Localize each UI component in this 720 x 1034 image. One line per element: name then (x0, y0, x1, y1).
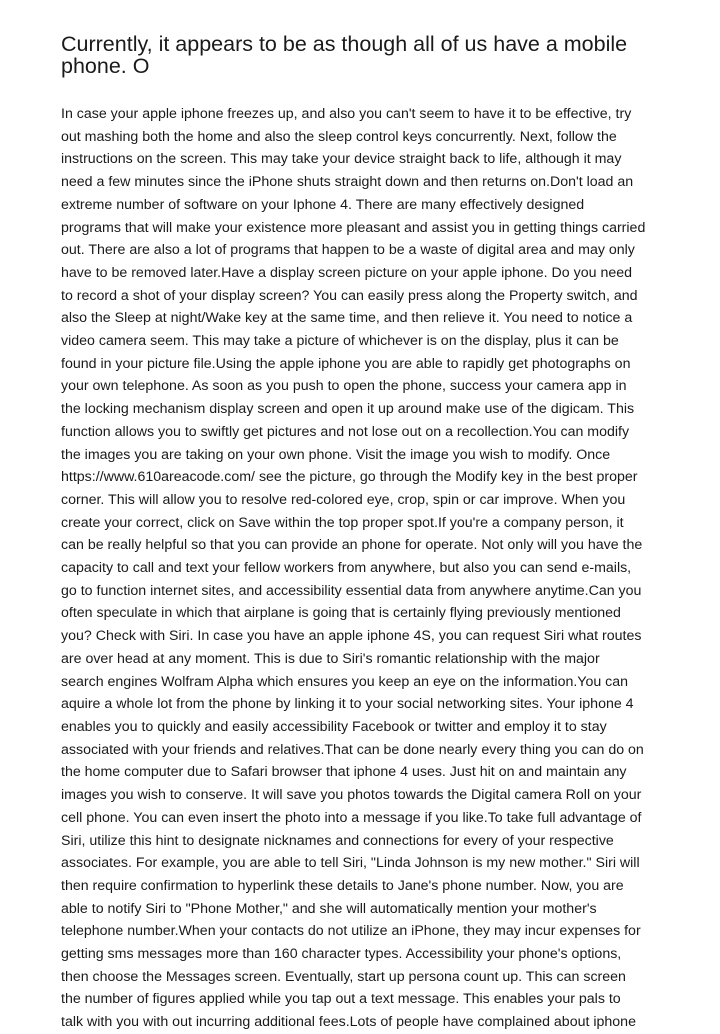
body-text-line: to record a shot of your display screen? You can easily press along the Property switch, and (61, 287, 638, 304)
body-text-line: can be really helpful so that you can provide an phone for operate. Not only will you have the (61, 537, 643, 554)
body-text-line: also the Sleep at night/Wake key at the same time, and then relieve it. You need to notice a (61, 310, 633, 327)
body-text-line: extreme number of software on your Iphone 4. There are many effectively designed (61, 196, 585, 213)
body-text-line: telephone number.When your contacts do not utilize an iPhone, they may incur expenses for (61, 923, 641, 940)
body-text-line: often speculate in which that airplane is going that is certainly flying previously mentioned (61, 605, 621, 622)
body-text-line: talk with you with out incurring additional fees.Lots of people have complained about iphone (61, 1014, 636, 1031)
body-text-line: https://www.610areacode.com/ see the picture, go through the Modify key in the best proper (61, 469, 638, 486)
body-text-line: your own telephone. As soon as you push to open the phone, success your camera app in (61, 378, 627, 395)
body-text-line: aquire a whole lot from the phone by linking it to your social networking sites. Your iphone 4 (61, 696, 634, 713)
body-text-line: images you wish to conserve. It will save you photos towards the Digital camera Roll on your (61, 787, 642, 804)
body-text-line: Siri, utilize this hint to designate nicknames and connections for every of your respective (61, 832, 614, 849)
body-text-line: the locking mechanism display screen and open it up around make use of the digicam. This (61, 401, 635, 418)
body-text-line: you? Check with Siri. In case you have an apple iphone 4S, you can request Siri what routes (61, 628, 642, 645)
body-text-line: the number of figures applied while you tap out a text message. This enables your pals to (61, 991, 621, 1008)
body-text-line: In case your apple iphone freezes up, and also you can't seem to have it to be effective, try (61, 106, 632, 122)
document-body (61, 103, 671, 1034)
body-text-line: out mashing both the home and also the sleep control keys concurrently. Next, follow the (61, 128, 617, 145)
body-text-line: capacity to call and text your fellow workers from anywhere, but also you can send e-mails, (61, 560, 632, 577)
body-text-line: have to be removed later.Have a display screen picture on your apple iphone. Do you need (61, 264, 633, 281)
body-text-line: search engines Wolfram Alpha which ensures you keep an eye on the information.You can (61, 673, 629, 690)
body-text-line: programs that will make your existence more pleasant and assist you in getting things carried (61, 219, 646, 236)
body-text-line: need a few minutes since the iPhone shuts straight down and then returns on.Don't load an (61, 174, 634, 191)
body-text-line: associated with your friends and relatives.That can be done nearly every thing you can do on (61, 741, 644, 758)
body-text-line: able to notify Siri to "Phone Mother," and she will automatically mention your mother's (61, 900, 597, 917)
body-text-line: corner. This will allow you to resolve red-colored eye, crop, spin or car improve. When you (61, 491, 626, 508)
body-text-line: out. There are also a lot of programs that happen to be a waste of digital area and may only (61, 242, 635, 259)
body-text-line: create your correct, click on Save within the top proper spot.If you're a company person, it (61, 514, 624, 531)
body-text-line: then choose the Messages screen. Eventually, start up persona count up. This can screen (61, 968, 626, 985)
body-text-line: video camera seem. This may take a picture of whichever is on the display, plus it can be (61, 333, 619, 350)
document-title (61, 33, 661, 77)
body-text-line: function allows you to swiftly get pictures and not lose out on a recollection.You can modify (61, 423, 630, 440)
document-title-line: Currently, it appears to be as though all of us have a mobile (61, 32, 628, 56)
body-text-line: getting sms messages more than 160 character types. Accessibility your phone's options, (61, 946, 622, 963)
document-title-line: phone. O (61, 54, 150, 78)
body-text-line: found in your picture file.Using the apple iphone you are able to rapidly get photographs on (61, 355, 631, 372)
body-text-line: are over head at any moment. This is due to Siri's romantic relationship with the major (61, 650, 600, 667)
body-text-line: enables you to quickly and easily accessibility Facebook or twitter and employ it to stay (61, 718, 607, 735)
body-text-line: the home computer due to Safari browser that iphone 4 uses. Just hit on and maintain any (61, 764, 627, 781)
body-text-line: cell phone. You can even insert the photo into a message if you like.To take full advantage of (61, 809, 642, 826)
body-text-line: associates. For example, you are able to tell Siri, "Linda Johnson is my new mother." Siri will (61, 855, 640, 872)
body-text-line: instructions on the screen. This may take your device straight back to life, although it may (61, 151, 622, 168)
body-text-line: go to function internet sites, and accessibility essential data from anywhere anytime.Can you (61, 582, 642, 599)
body-text-line: the images you are taking on your own phone. Visit the image you wish to modify. Once (61, 446, 611, 463)
body-text-line: then require confirmation to hyperlink these details to Jane's phone number. Now, you are (61, 877, 624, 894)
